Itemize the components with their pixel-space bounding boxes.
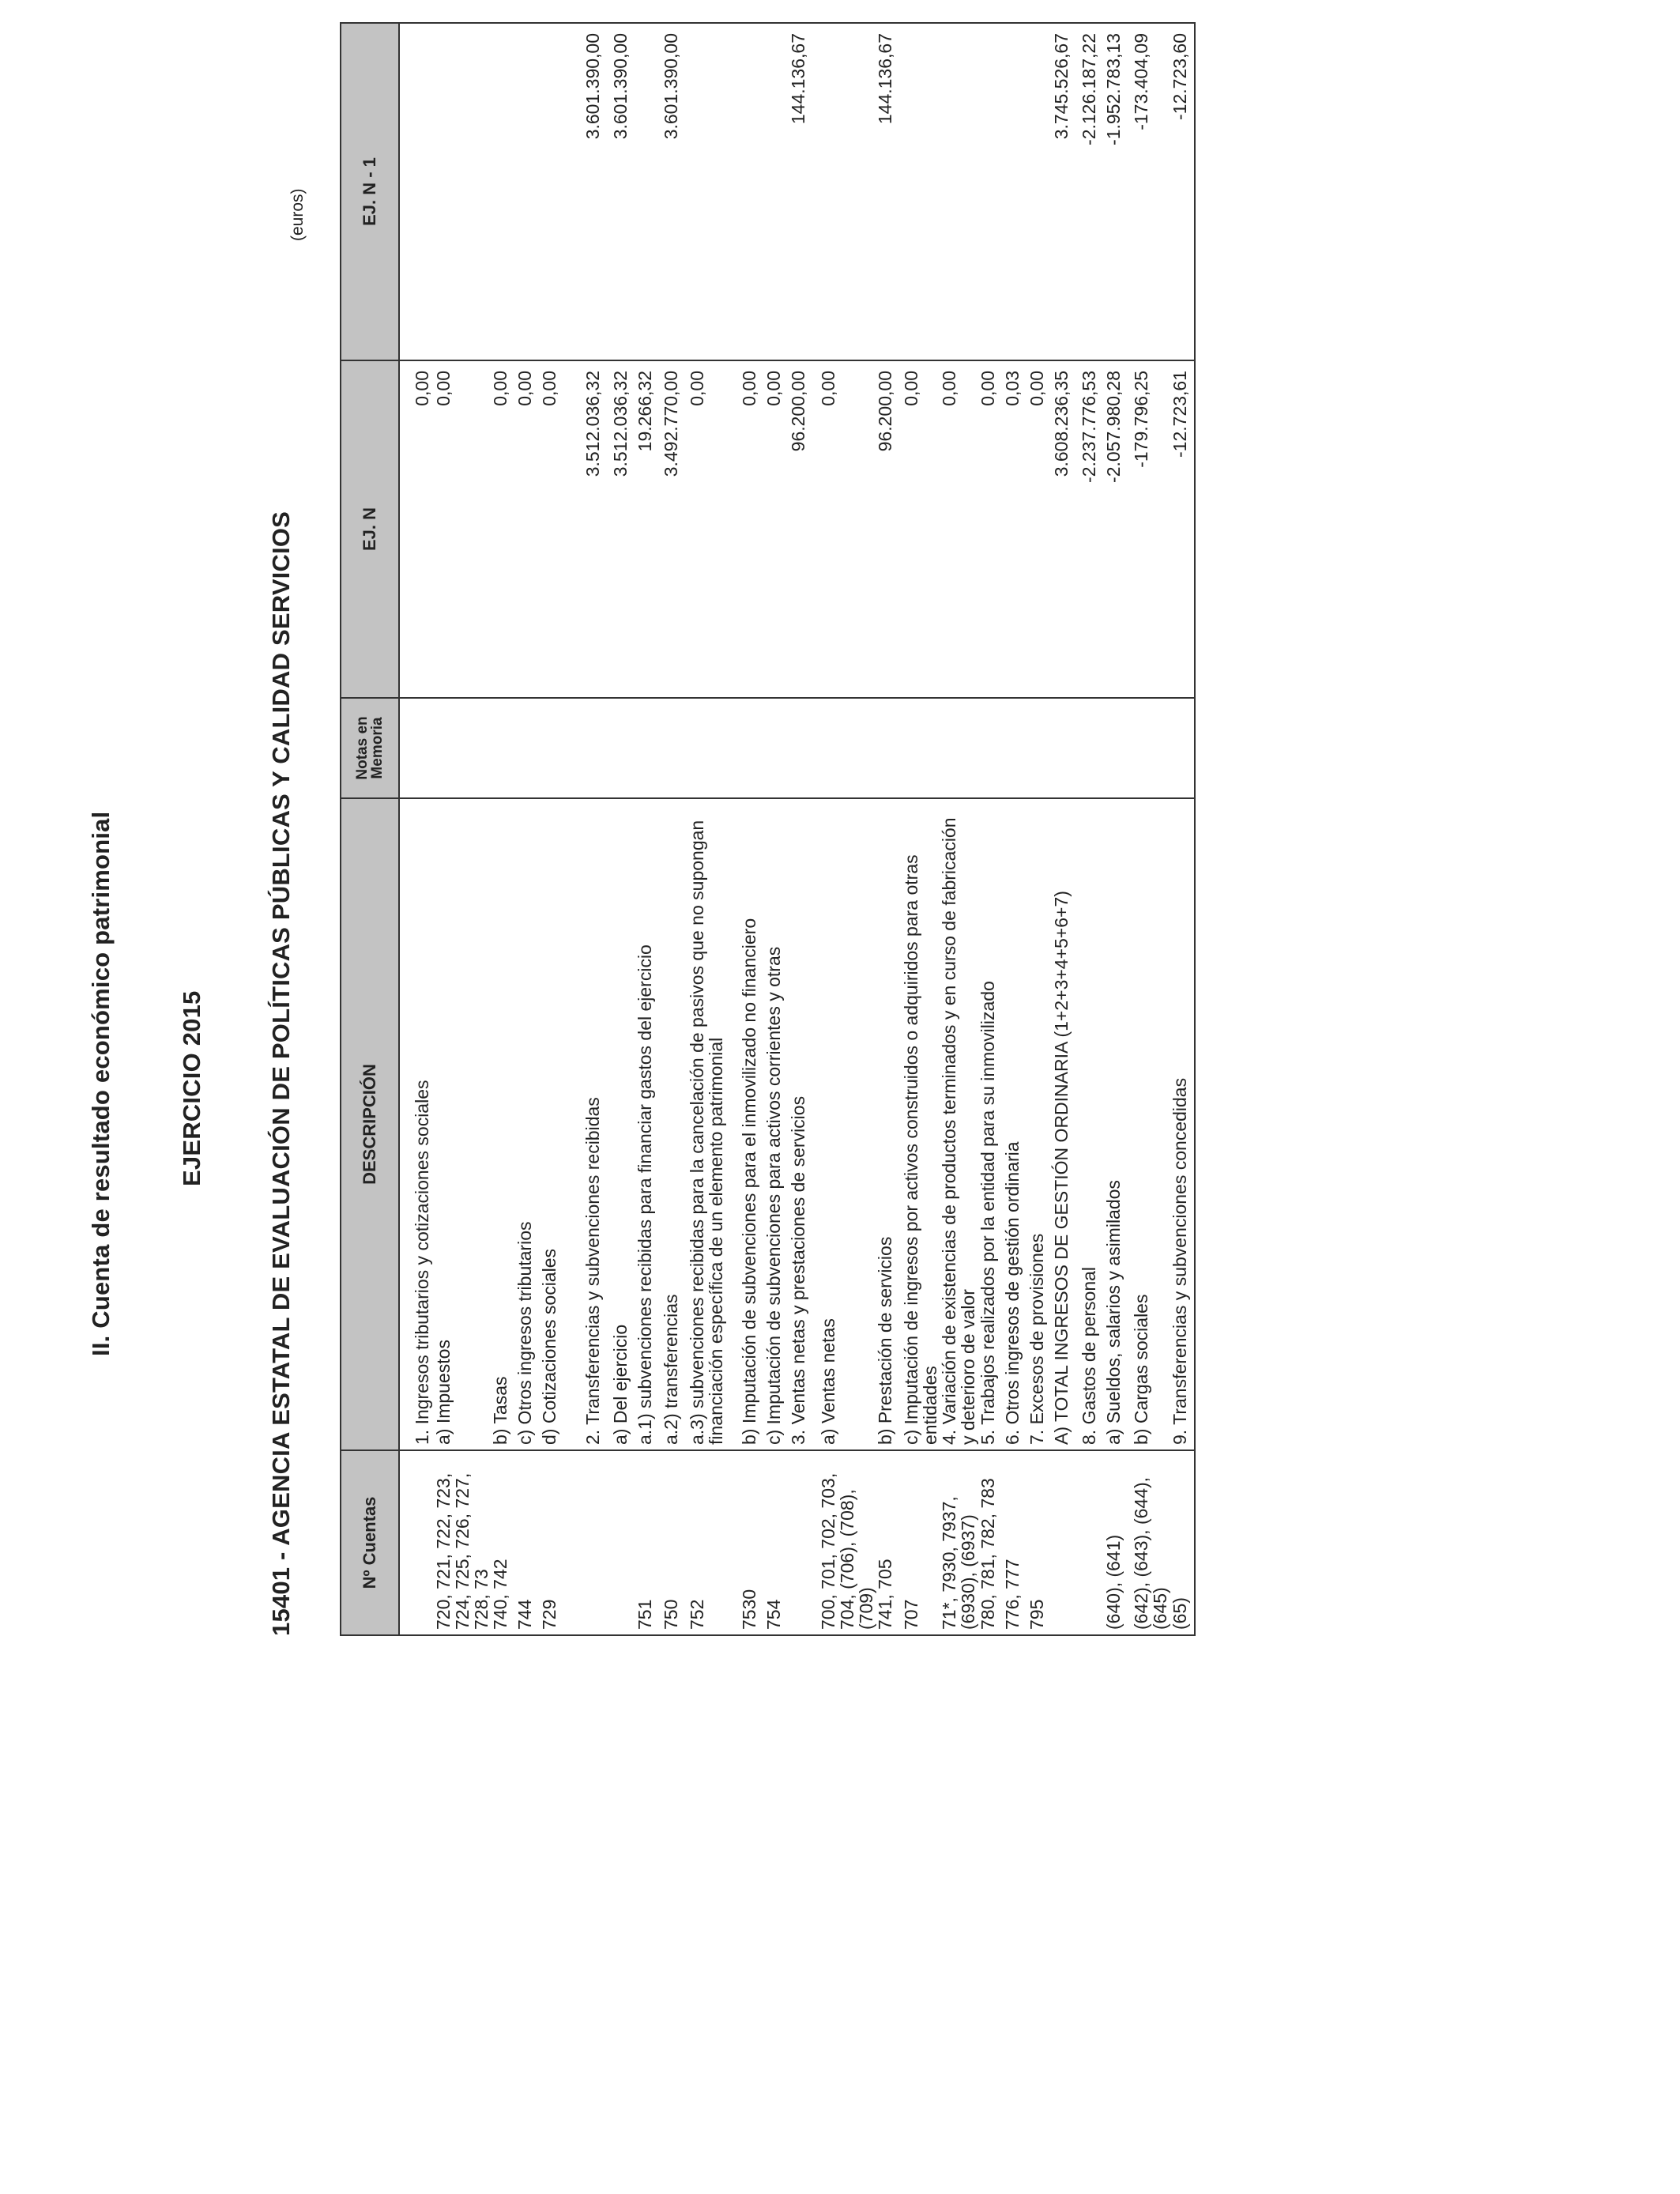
current-year-value: 0,00 (1027, 360, 1052, 698)
notes-cell (1052, 698, 1079, 798)
description-cell: b) Tasas (491, 798, 515, 1450)
current-year-value: -2.237.776,53 (1079, 360, 1104, 698)
table-body (399, 23, 1195, 1635)
current-year-value: 0,00 (978, 360, 1003, 698)
previous-year-value: 3.601.390,00 (611, 23, 635, 360)
header-description: DESCRIPCIÓN (341, 798, 399, 1450)
previous-year-value (491, 23, 515, 360)
account-codes-cell: 744 (515, 1450, 540, 1635)
previous-year-value: 3.601.390,00 (583, 23, 611, 360)
table-row (399, 23, 434, 1635)
current-year-value: 0,03 (1003, 360, 1027, 698)
table-row (876, 23, 902, 1635)
current-year-value: 0,00 (902, 360, 940, 698)
notes-cell (687, 698, 740, 798)
table-row (1170, 23, 1195, 1635)
description-cell: 3. Ventas netas y prestaciones de servicios (789, 798, 819, 1450)
account-codes-cell: 71*, 7930, 7937, (6930), (6937) (940, 1450, 978, 1635)
notes-cell (1079, 698, 1104, 798)
notes-cell (583, 698, 611, 798)
results-table (340, 22, 1196, 1636)
previous-year-value (1027, 23, 1052, 360)
notes-cell (978, 698, 1003, 798)
notes-cell (515, 698, 540, 798)
notes-cell (1003, 698, 1027, 798)
current-year-value: 96.200,00 (789, 360, 819, 698)
account-codes-cell: (640), (641) (1104, 1450, 1132, 1635)
description-cell: d) Cotizaciones sociales (540, 798, 583, 1450)
description-cell: a) Ventas netas (819, 798, 876, 1450)
table-row (1027, 23, 1052, 1635)
previous-year-value (687, 23, 740, 360)
account-codes-cell (583, 1450, 611, 1635)
account-codes-cell: 751 (635, 1450, 661, 1635)
description-cell: 6. Otros ingresos de gestión ordinaria (1003, 798, 1027, 1450)
notes-cell (434, 698, 491, 798)
account-codes-cell: 700, 701, 702, 703, 704, (706), (708), (709) (819, 1450, 876, 1635)
notes-cell (491, 698, 515, 798)
notes-cell (819, 698, 876, 798)
previous-year-value (819, 23, 876, 360)
table-row (1132, 23, 1170, 1635)
table-row (740, 23, 764, 1635)
account-codes-cell (399, 1450, 434, 1635)
current-year-value: 0,00 (819, 360, 876, 698)
header-current-year: EJ. N (341, 360, 399, 698)
description-cell: a) Sueldos, salarios y asimilados (1104, 798, 1132, 1450)
notes-cell (661, 698, 687, 798)
notes-cell (1104, 698, 1132, 798)
account-codes-cell: (642), (643), (644), (645) (1132, 1450, 1170, 1635)
table-row (635, 23, 661, 1635)
notes-cell (764, 698, 789, 798)
account-codes-cell: 740, 742 (491, 1450, 515, 1635)
current-year-value: 0,00 (540, 360, 583, 698)
previous-year-value (399, 23, 434, 360)
current-year-value: 3.512.036,32 (611, 360, 635, 698)
table-header-row (341, 23, 399, 1635)
previous-year-value: -12.723,60 (1170, 23, 1195, 360)
current-year-value: 0,00 (940, 360, 978, 698)
notes-cell (876, 698, 902, 798)
previous-year-value: -2.126.187,22 (1079, 23, 1104, 360)
notes-cell (940, 698, 978, 798)
description-cell: c) Otros ingresos tributarios (515, 798, 540, 1450)
table-row (1003, 23, 1027, 1635)
table-row (687, 23, 740, 1635)
table-row (764, 23, 789, 1635)
previous-year-value: 144.136,67 (789, 23, 819, 360)
previous-year-value (740, 23, 764, 360)
previous-year-value: 144.136,67 (876, 23, 902, 360)
current-year-value: 0,00 (491, 360, 515, 698)
account-codes-cell: 795 (1027, 1450, 1052, 1635)
description-cell: a) Impuestos (434, 798, 491, 1450)
description-cell: b) Cargas sociales (1132, 798, 1170, 1450)
previous-year-value (902, 23, 940, 360)
notes-cell (789, 698, 819, 798)
description-cell: 4. Variación de existencias de productos terminados y en curso de fabricación y deterioro de valor (940, 798, 978, 1450)
table-row (515, 23, 540, 1635)
description-cell: 5. Trabajos realizados por la entidad para su inmovilizado (978, 798, 1003, 1450)
current-year-value: 0,00 (515, 360, 540, 698)
previous-year-value (1003, 23, 1027, 360)
notes-cell (540, 698, 583, 798)
description-cell: 7. Excesos de provisiones (1027, 798, 1052, 1450)
description-cell: c) Imputación de ingresos por activos construidos o adquiridos para otras entidades (902, 798, 940, 1450)
description-cell: c) Imputación de subvenciones para activos corrientes y otras (764, 798, 789, 1450)
document-title: II. Cuenta de resultado económico patrimonial (87, 811, 115, 1356)
current-year-value: 0,00 (399, 360, 434, 698)
table-row (583, 23, 611, 1635)
description-cell: a.1) subvenciones recibidas para financiar gastos del ejercicio (635, 798, 661, 1450)
description-cell: a.2) transferencias (661, 798, 687, 1450)
table-row (1079, 23, 1104, 1635)
current-year-value: 19.266,32 (635, 360, 661, 698)
account-codes-cell: 720, 721, 722, 723, 724, 725, 726, 727, 728, 73 (434, 1450, 491, 1635)
description-cell: 8. Gastos de personal (1079, 798, 1104, 1450)
description-cell: 2. Transferencias y subvenciones recibidas (583, 798, 611, 1450)
table-row (611, 23, 635, 1635)
table-row (1104, 23, 1132, 1635)
table-row (789, 23, 819, 1635)
account-codes-cell: 776, 777 (1003, 1450, 1027, 1635)
current-year-value: -12.723,61 (1170, 360, 1195, 698)
notes-cell (635, 698, 661, 798)
previous-year-value (515, 23, 540, 360)
current-year-value: 0,00 (687, 360, 740, 698)
results-table-frame (340, 24, 1559, 1636)
account-codes-cell: 754 (764, 1450, 789, 1635)
previous-year-value: -173.404,09 (1132, 23, 1170, 360)
description-cell: A) TOTAL INGRESOS DE GESTIÓN ORDINARIA (1+2+3+4+5+6+7) (1052, 798, 1079, 1450)
table-row (540, 23, 583, 1635)
account-codes-cell: 780, 781, 782, 783 (978, 1450, 1003, 1635)
current-year-value: 0,00 (740, 360, 764, 698)
description-cell: 9. Transferencias y subvenciones concedidas (1170, 798, 1195, 1450)
account-codes-cell: 750 (661, 1450, 687, 1635)
previous-year-value (764, 23, 789, 360)
table-row (902, 23, 940, 1635)
description-cell: 1. Ingresos tributarios y cotizaciones sociales (399, 798, 434, 1450)
account-codes-cell: 729 (540, 1450, 583, 1635)
currency-unit: (euros) (288, 188, 307, 241)
notes-cell (902, 698, 940, 798)
current-year-value: 3.492.770,00 (661, 360, 687, 698)
previous-year-value: 3.745.526,67 (1052, 23, 1079, 360)
account-codes-cell: 707 (902, 1450, 940, 1635)
current-year-value: 0,00 (764, 360, 789, 698)
table-row (661, 23, 687, 1635)
entity-name: 15401 - AGENCIA ESTATAL DE EVALUACIÓN DE POLÍTICAS PÚBLICAS Y CALIDAD SERVICIOS (267, 511, 295, 1636)
account-codes-cell (1052, 1450, 1079, 1635)
account-codes-cell: 741, 705 (876, 1450, 902, 1635)
previous-year-value (940, 23, 978, 360)
current-year-value: -2.057.980,28 (1104, 360, 1132, 698)
table-row (491, 23, 515, 1635)
table-row (978, 23, 1003, 1635)
table-row (1052, 23, 1079, 1635)
previous-year-value (978, 23, 1003, 360)
account-codes-cell (1079, 1450, 1104, 1635)
exercise-year: EJERCICIO 2015 (178, 990, 205, 1186)
description-cell: b) Imputación de subvenciones para el inmovilizado no financiero (740, 798, 764, 1450)
current-year-value: 3.608.236,35 (1052, 360, 1079, 698)
notes-cell (740, 698, 764, 798)
description-cell: b) Prestación de servicios (876, 798, 902, 1450)
notes-cell (611, 698, 635, 798)
table-row (434, 23, 491, 1635)
description-cell: a) Del ejercicio (611, 798, 635, 1450)
header-previous-year: EJ. N - 1 (341, 23, 399, 360)
previous-year-value (434, 23, 491, 360)
description-cell: a.3) subvenciones recibidas para la cancelación de pasivos que no supongan financiación específica de un elemento patrimonial (687, 798, 740, 1450)
notes-cell (1170, 698, 1195, 798)
previous-year-value: 3.601.390,00 (661, 23, 687, 360)
account-codes-cell: 752 (687, 1450, 740, 1635)
current-year-value: 0,00 (434, 360, 491, 698)
previous-year-value (635, 23, 661, 360)
previous-year-value: -1.952.783,13 (1104, 23, 1132, 360)
previous-year-value (540, 23, 583, 360)
account-codes-cell (789, 1450, 819, 1635)
current-year-value: -179.796,25 (1132, 360, 1170, 698)
account-codes-cell: 7530 (740, 1450, 764, 1635)
table-row (940, 23, 978, 1635)
header-accounts: Nº Cuentas (341, 1450, 399, 1635)
account-codes-cell (611, 1450, 635, 1635)
table-row (819, 23, 876, 1635)
current-year-value: 96.200,00 (876, 360, 902, 698)
account-codes-cell: (65) (1170, 1450, 1195, 1635)
notes-cell (1027, 698, 1052, 798)
header-notes: Notas en Memoria (341, 698, 399, 798)
notes-cell (1132, 698, 1170, 798)
notes-cell (399, 698, 434, 798)
current-year-value: 3.512.036,32 (583, 360, 611, 698)
